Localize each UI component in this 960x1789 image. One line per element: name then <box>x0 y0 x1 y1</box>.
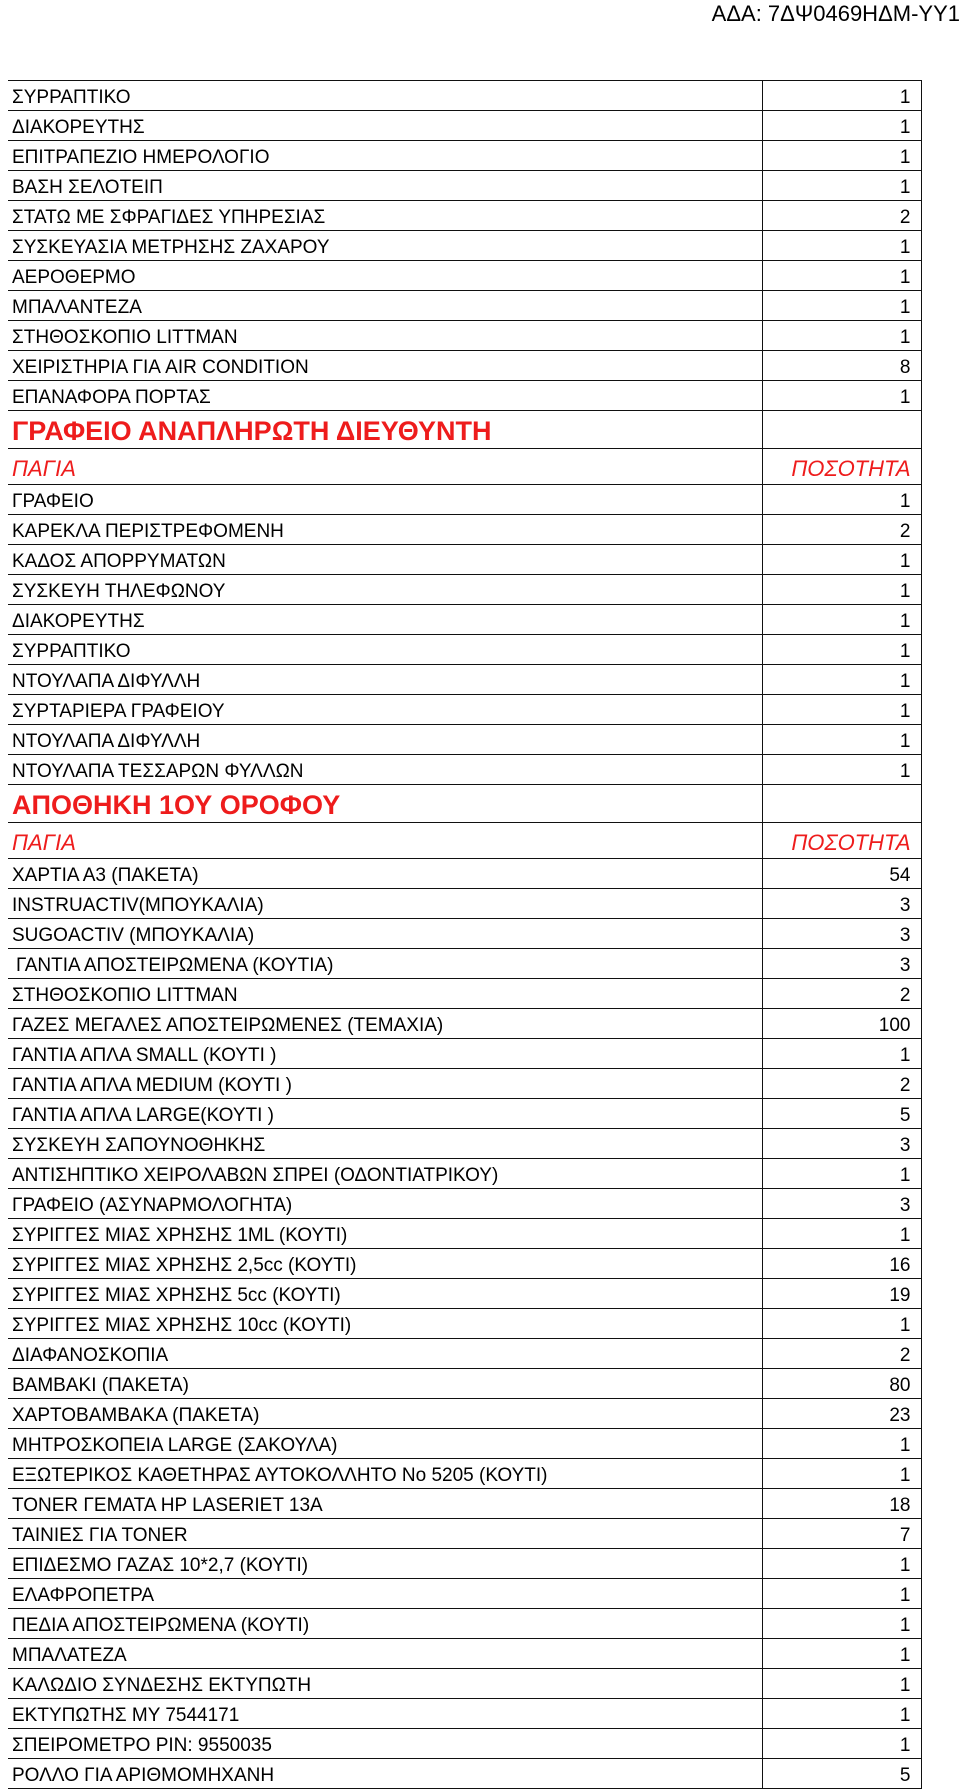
column-header-row <box>8 449 921 485</box>
item-quantity: 1 <box>762 1039 921 1069</box>
table-row <box>8 1069 921 1099</box>
table-row <box>8 1369 921 1399</box>
item-quantity: 1 <box>762 485 921 515</box>
section-title: ΑΠΟΘΗΚΗ 1ΟΥ ΟΡΟΦΟΥ <box>8 785 762 823</box>
item-name: ΝΤΟΥΛΑΠΑ ΤΕΣΣΑΡΩΝ ΦΥΛΛΩΝ <box>8 755 762 785</box>
item-name: ΣΥΡΡΑΠΤΙΚΟ <box>8 635 762 665</box>
item-quantity: 5 <box>762 1759 921 1789</box>
table-row <box>8 695 921 725</box>
item-name: ΣΠΕΙΡΟΜΕΤΡΟ PIN: 9550035 <box>8 1729 762 1759</box>
item-name: ΝΤΟΥΛΑΠΑ ΔΙΦΥΛΛΗ <box>8 665 762 695</box>
item-quantity: 2 <box>762 201 921 231</box>
table-row <box>8 725 921 755</box>
table-row <box>8 111 921 141</box>
item-quantity <box>762 785 921 823</box>
item-quantity: 7 <box>762 1519 921 1549</box>
item-name: ΕΚΤΥΠΩΤΗΣ ΜΥ 7544171 <box>8 1699 762 1729</box>
item-name: ΓΑΝΤΙΑ ΑΠΟΣΤΕΙΡΩΜΕΝΑ (ΚΟΥΤΙΑ) <box>8 949 762 979</box>
item-quantity: 1 <box>762 321 921 351</box>
item-name: ΔΙΑΚΟΡΕΥΤΗΣ <box>8 605 762 635</box>
item-name: ΓΑΝΤΙΑ ΑΠΛΑ SMALL (ΚΟΥΤΙ ) <box>8 1039 762 1069</box>
column-header-items: ΠΑΓΙΑ <box>8 449 762 485</box>
item-quantity: 3 <box>762 889 921 919</box>
table-row <box>8 1429 921 1459</box>
item-quantity: 3 <box>762 1189 921 1219</box>
item-quantity: 1 <box>762 1159 921 1189</box>
table-row <box>8 515 921 545</box>
item-name: ΜΗΤΡΟΣΚΟΠΕΙΑ LARGE (ΣΑΚΟΥΛΑ) <box>8 1429 762 1459</box>
item-name: ΚΑΛΩΔΙΟ ΣΥΝΔΕΣΗΣ ΕΚΤΥΠΩΤΗ <box>8 1669 762 1699</box>
table-row <box>8 171 921 201</box>
item-quantity: 1 <box>762 725 921 755</box>
table-row <box>8 231 921 261</box>
item-name: ΧΑΡΤΟΒΑΜΒΑΚΑ (ΠΑΚΕΤΑ) <box>8 1399 762 1429</box>
item-name: ΚΑΔΟΣ ΑΠΟΡΡΥΜΑΤΩΝ <box>8 545 762 575</box>
item-quantity: 1 <box>762 755 921 785</box>
column-header-quantity: ΠΟΣΟΤΗΤΑ <box>762 449 921 485</box>
table-row <box>8 1609 921 1639</box>
item-quantity: 1 <box>762 1639 921 1669</box>
item-quantity: 18 <box>762 1489 921 1519</box>
table-row <box>8 1579 921 1609</box>
table-row <box>8 1459 921 1489</box>
table-row <box>8 1309 921 1339</box>
item-name: ΓΑΖΕΣ ΜΕΓΑΛΕΣ ΑΠΟΣΤΕΙΡΩΜΕΝΕΣ (ΤΕΜΑΧΙΑ) <box>8 1009 762 1039</box>
table-row <box>8 1099 921 1129</box>
table-row <box>8 321 921 351</box>
item-name: ΜΠΑΛΑΝΤΕΖΑ <box>8 291 762 321</box>
item-name: ΧΑΡΤΙΑ Α3 (ΠΑΚΕΤΑ) <box>8 859 762 889</box>
table-row <box>8 1519 921 1549</box>
item-name: ΠΕΔΙΑ ΑΠΟΣΤΕΙΡΩΜΕΝΑ (ΚΟΥΤΙ) <box>8 1609 762 1639</box>
item-name: SUGOACTIV (ΜΠΟΥΚΑΛΙΑ) <box>8 919 762 949</box>
item-name: ΣΥΡΤΑΡΙΕΡΑ ΓΡΑΦΕΙΟΥ <box>8 695 762 725</box>
item-quantity: 1 <box>762 381 921 411</box>
table-row <box>8 141 921 171</box>
table-row <box>8 1729 921 1759</box>
item-quantity: 1 <box>762 1609 921 1639</box>
item-quantity: 3 <box>762 949 921 979</box>
item-name: ΕΞΩΤΕΡΙΚΟΣ ΚΑΘΕΤΗΡΑΣ ΑΥΤΟΚΟΛΛΗΤΟ No 5205 (ΚΟΥΤΙ) <box>8 1459 762 1489</box>
item-name: INSTRUACTIV(ΜΠΟΥΚΑΛΙΑ) <box>8 889 762 919</box>
table-row <box>8 291 921 321</box>
item-quantity: 16 <box>762 1249 921 1279</box>
table-row <box>8 1399 921 1429</box>
item-name: ΣΥΣΚΕΥΗ ΣΑΠΟΥΝΟΘΗΚΗΣ <box>8 1129 762 1159</box>
item-quantity: 1 <box>762 635 921 665</box>
item-quantity: 1 <box>762 1669 921 1699</box>
column-header-quantity: ΠΟΣΟΤΗΤΑ <box>762 823 921 859</box>
table-row <box>8 1639 921 1669</box>
item-quantity: 2 <box>762 979 921 1009</box>
table-row <box>8 1249 921 1279</box>
table-row <box>8 1669 921 1699</box>
section-header-row <box>8 785 921 823</box>
item-quantity: 1 <box>762 291 921 321</box>
item-quantity: 54 <box>762 859 921 889</box>
table-row <box>8 1009 921 1039</box>
table-row <box>8 1699 921 1729</box>
item-name: ΔΙΑΚΟΡΕΥΤΗΣ <box>8 111 762 141</box>
item-name: ΓΑΝΤΙΑ ΑΠΛΑ LARGE(ΚΟΥΤΙ ) <box>8 1099 762 1129</box>
item-quantity: 3 <box>762 1129 921 1159</box>
item-quantity: 1 <box>762 1579 921 1609</box>
item-quantity: 1 <box>762 261 921 291</box>
item-quantity: 1 <box>762 605 921 635</box>
table-row <box>8 1039 921 1069</box>
table-row <box>8 261 921 291</box>
table-row <box>8 1489 921 1519</box>
item-name: ΑΕΡΟΘΕΡΜΟ <box>8 261 762 291</box>
item-name: ΣΥΡΙΓΓΕΣ ΜΙΑΣ ΧΡΗΣΗΣ 2,5cc (ΚΟΥΤΙ) <box>8 1249 762 1279</box>
table-row <box>8 201 921 231</box>
item-name: ΣΤΗΘΟΣΚΟΠΙΟ LITTMAN <box>8 979 762 1009</box>
table-row <box>8 665 921 695</box>
item-quantity: 1 <box>762 665 921 695</box>
column-header-items: ΠΑΓΙΑ <box>8 823 762 859</box>
item-quantity: 1 <box>762 1459 921 1489</box>
item-quantity: 1 <box>762 545 921 575</box>
column-header-row <box>8 823 921 859</box>
item-quantity: 3 <box>762 919 921 949</box>
item-name: ΣΥΣΚΕΥΗ ΤΗΛΕΦΩΝΟΥ <box>8 575 762 605</box>
table-row <box>8 381 921 411</box>
item-name: ΣΥΡΙΓΓΕΣ ΜΙΑΣ ΧΡΗΣΗΣ 5cc (ΚΟΥΤΙ) <box>8 1279 762 1309</box>
item-name: ΒΑΣΗ ΣΕΛΟΤΕΙΠ <box>8 171 762 201</box>
item-name: ΣΥΡΙΓΓΕΣ ΜΙΑΣ ΧΡΗΣΗΣ 10cc (ΚΟΥΤΙ) <box>8 1309 762 1339</box>
table-row <box>8 919 921 949</box>
item-name: ΣΥΡΙΓΓΕΣ ΜΙΑΣ ΧΡΗΣΗΣ 1ML (ΚΟΥΤΙ) <box>8 1219 762 1249</box>
item-quantity: 1 <box>762 141 921 171</box>
item-name: ΝΤΟΥΛΑΠΑ ΔΙΦΥΛΛΗ <box>8 725 762 755</box>
item-quantity: 80 <box>762 1369 921 1399</box>
section-title: ΓΡΑΦΕΙΟ ΑΝΑΠΛΗΡΩΤΗ ΔΙΕΥΘΥΝΤΗ <box>8 411 762 449</box>
table-row <box>8 1159 921 1189</box>
item-name: ΣΥΣΚΕΥΑΣΙΑ ΜΕΤΡΗΣΗΣ ΖΑΧΑΡΟΥ <box>8 231 762 261</box>
table-row <box>8 949 921 979</box>
item-quantity: 19 <box>762 1279 921 1309</box>
section-header-row <box>8 411 921 449</box>
table-row <box>8 1759 921 1789</box>
item-quantity: 100 <box>762 1009 921 1039</box>
table-row <box>8 889 921 919</box>
item-name: TONER ΓΕΜΑΤΑ HP LASERIET 13A <box>8 1489 762 1519</box>
item-quantity: 1 <box>762 111 921 141</box>
item-quantity: 1 <box>762 1429 921 1459</box>
table-row <box>8 1279 921 1309</box>
item-name: ΓΡΑΦΕΙΟ <box>8 485 762 515</box>
table-row <box>8 575 921 605</box>
table-row <box>8 1339 921 1369</box>
item-quantity: 1 <box>762 575 921 605</box>
item-name: ΒΑΜΒΑΚΙ (ΠΑΚΕΤΑ) <box>8 1369 762 1399</box>
table-row <box>8 351 921 381</box>
item-name: ΕΠΙΔΕΣΜΟ ΓΑΖΑΣ 10*2,7 (ΚΟΥΤΙ) <box>8 1549 762 1579</box>
item-name: ΕΛΑΦΡΟΠΕΤΡΑ <box>8 1579 762 1609</box>
item-quantity: 1 <box>762 1699 921 1729</box>
item-name: ΣΤΑΤΩ ΜΕ ΣΦΡΑΓΙΔΕΣ ΥΠΗΡΕΣΙΑΣ <box>8 201 762 231</box>
item-quantity: 1 <box>762 231 921 261</box>
item-quantity: 1 <box>762 1309 921 1339</box>
item-name: ΑΝΤΙΣΗΠΤΙΚΟ ΧΕΙΡΟΛΑΒΩΝ ΣΠΡΕΙ (ΟΔΟΝΤΙΑΤΡΙΚΟΥ) <box>8 1159 762 1189</box>
item-quantity: 1 <box>762 695 921 725</box>
inventory-table-body <box>8 81 921 1789</box>
item-quantity: 23 <box>762 1399 921 1429</box>
table-row <box>8 635 921 665</box>
item-quantity: 1 <box>762 1549 921 1579</box>
item-quantity: 1 <box>762 81 921 111</box>
item-name: ΕΠΑΝΑΦΟΡΑ ΠΟΡΤΑΣ <box>8 381 762 411</box>
table-row <box>8 979 921 1009</box>
item-quantity <box>762 411 921 449</box>
item-name: ΓΑΝΤΙΑ ΑΠΛΑ MEDIUM (ΚΟΥΤΙ ) <box>8 1069 762 1099</box>
item-name: ΓΡΑΦΕΙΟ (ΑΣΥΝΑΡΜΟΛΟΓΗΤΑ) <box>8 1189 762 1219</box>
item-name: ΕΠΙΤΡΑΠΕΖΙΟ ΗΜΕΡΟΛΟΓΙΟ <box>8 141 762 171</box>
item-quantity: 8 <box>762 351 921 381</box>
table-row <box>8 1129 921 1159</box>
item-quantity: 2 <box>762 515 921 545</box>
item-name: ΚΑΡΕΚΛΑ ΠΕΡΙΣΤΡΕΦΟΜΕΝΗ <box>8 515 762 545</box>
table-row <box>8 1549 921 1579</box>
item-name: ΤΑΙΝΙΕΣ ΓΙΑ TONER <box>8 1519 762 1549</box>
item-quantity: 5 <box>762 1099 921 1129</box>
item-name: ΧΕΙΡΙΣΤΗΡΙΑ ΓΙΑ AIR CONDITION <box>8 351 762 381</box>
inventory-table <box>8 80 922 1789</box>
item-name: ΔΙΑΦΑΝΟΣΚΟΠΙΑ <box>8 1339 762 1369</box>
item-quantity: 2 <box>762 1339 921 1369</box>
table-row <box>8 859 921 889</box>
item-quantity: 1 <box>762 1729 921 1759</box>
table-row <box>8 1189 921 1219</box>
ada-code: ΑΔΑ: 7ΔΨ0469ΗΔΜ-ΥΥ1 <box>711 1 960 26</box>
item-name: ΜΠΑΛΑΤΕΖΑ <box>8 1639 762 1669</box>
table-row <box>8 1219 921 1249</box>
table-row <box>8 605 921 635</box>
item-name: ΣΤΗΘΟΣΚΟΠΙΟ LITTMAN <box>8 321 762 351</box>
table-row <box>8 81 921 111</box>
item-name: ΡΟΛΛΟ ΓΙΑ ΑΡΙΘΜΟΜΗΧΑΝΗ <box>8 1759 762 1789</box>
item-quantity: 1 <box>762 171 921 201</box>
item-name: ΣΥΡΡΑΠΤΙΚΟ <box>8 81 762 111</box>
item-quantity: 1 <box>762 1219 921 1249</box>
item-quantity: 2 <box>762 1069 921 1099</box>
table-row <box>8 485 921 515</box>
table-row <box>8 545 921 575</box>
table-row <box>8 755 921 785</box>
